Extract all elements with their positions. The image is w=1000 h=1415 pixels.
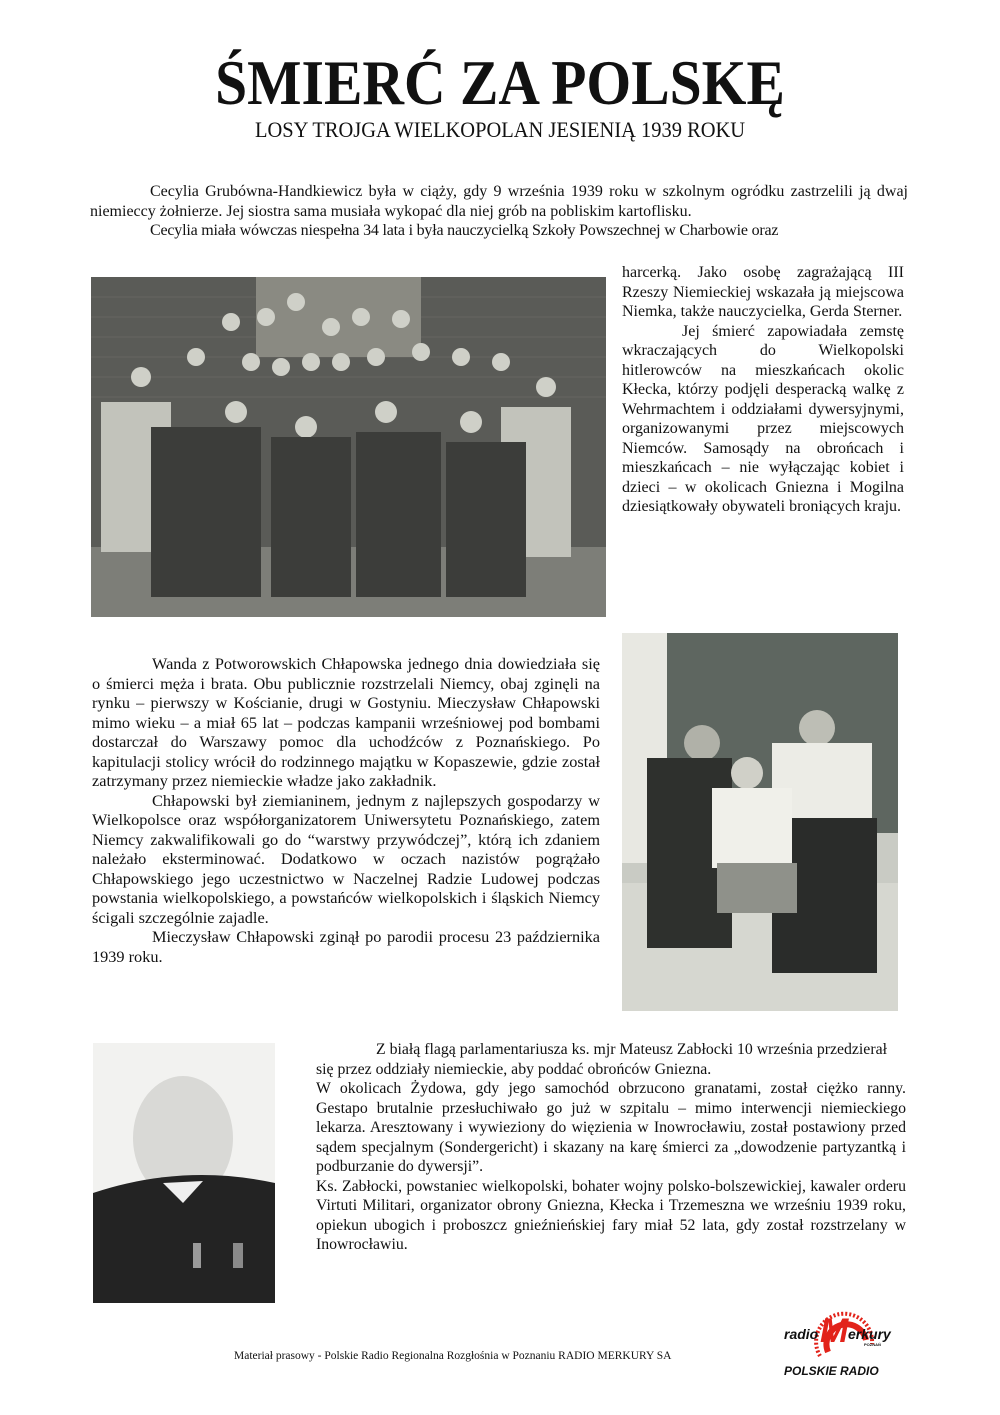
- section2-paragraph-1: Wanda z Potworowskich Chłapowska jednego dnia dowiedziała się o śmierci męża i brata. Obu publicznie rozstrzelali Niemcy, obaj zginęli na rynku – pierwszy w Kościanie, drugi w Gostyniu. Mieczysław Chłapowski mimo wieku – a miał 65 lat – podczas kampanii wrześniowej pod bombami dostarczał do Warszawy pomoc dla uchodźców z Poznańskiego. Po kapitulacji stolicy wrócił do rodzinnego majątku w Kopaszewie, gdzie został zatrzymany przez niemieckie władze jako zakładnik.: [92, 654, 600, 790]
- logo-poznan-text: POZNAŃ: [864, 1342, 881, 1347]
- section1-intro: [90, 182, 908, 241]
- section2-text: [92, 654, 600, 966]
- section1-paragraph-1: Cecylia Grubówna-Handkiewicz była w ciąży, gdy 9 września 1939 roku w szkolnym ogródku zastrzelili ją dwaj niemieccy żołnierze. Jej siostra sama musiała wykopać dla niej grób na pobliskim kartoflisku.: [90, 183, 908, 220]
- page-subtitle: LOSY TROJGA WIELKOPOLAN JESIENIĄ 1939 ROKU: [254, 117, 746, 142]
- section2-paragraph-2: Chłapowski był ziemianinem, jednym z najlepszych gospodarzy w Wielkopolsce oraz współorganizatorem Uniwersytetu Poznańskiego, zatem Niemcy zakwalifikowali go do “warstwy przywódczej”, którą ich zdaniem należało eksterminować. Dodatkowo w oczach nazistów pogrążało Chłapowskiego jego uczestnictwo w Naczelnej Radzie Ludowej podczas powstania wielkopolskiego, a powstańców wielkopolskich i śląskich Niemcy ścigali szczególnie zajadle.: [92, 790, 600, 927]
- footer-credit: Materiał prasowy - Polskie Radio Regionalna Rozgłośnia w Poznaniu RADIO MERKURY SA: [234, 1350, 672, 1362]
- section1-paragraph-2-cont: harcerką. Jako osobę zagrażającą III Rzeszy Niemieckiej wskazała ją miejscowa Niemka, także nauczycielka, Gerda Sterner.: [622, 264, 904, 320]
- section3-text: [316, 1040, 906, 1255]
- section3-paragraph-2: W okolicach Żydowa, gdy jego samochód obrzucono granatami, został ciężko ranny. Gestapo brutalnie przesłuchiwało go już w szpitalu – mimo interwencji niemieckiego lekarza. Aresztowany i wywieziony do więzienia w Inowrocławiu, został postawiony przed sądem specjalnym (Sondergericht) i skazany na karę śmierci za „dowodzenie partyzantką i podburzanie do dywersji”.: [316, 1080, 906, 1175]
- school-group-photo: [91, 277, 606, 617]
- logo-erkury-text: erkury: [848, 1326, 891, 1342]
- section1-paragraph-3: Jej śmierć zapowiadała zemstę wkraczających do Wielkopolski hitlerowców na mieszkańcach okolic Kłecka, którzy podjęli desperacką walkę z Wehrmachtem i oddziałami dywersyjnymi, organizowanymi przez miejscowych Niemców. Samosądy na obrońcach i mieszkańcach – nie wyłączając kobiet i dzieci – w okolicach Gniezna i Mogilna dziesiątkowały obywateli broniących kraju.: [622, 322, 904, 515]
- page-title: ŚMIERĆ ZA POLSKĘ: [215, 47, 785, 118]
- section3-paragraph-3: Ks. Zabłocki, powstaniec wielkopolski, bohater wojny polsko-bolszewickiej, kawaler orderu Virtuti Militari, organizator obrony Gniezna, Kłecka i Trzemeszna we wrześniu 1939 roku, opiekun ubogich i proboszcz gnieźnieńskiej fary miał 52 lata, gdy został rozstrzelany w Inowrocławiu.: [316, 1177, 906, 1253]
- logo-polskie-radio-text: POLSKIE RADIO: [784, 1364, 879, 1378]
- logo-m-letter: M: [820, 1312, 849, 1350]
- priest-portrait: [93, 1043, 275, 1303]
- section2-paragraph-3: Mieczysław Chłapowski zginął po parodii procesu 23 października 1939 roku.: [92, 927, 600, 966]
- section1-paragraph-2-intro: Cecylia miała wówczas niespełna 34 lata i była nauczycielką Szkoły Powszechnej w Charbowie oraz: [150, 222, 779, 239]
- family-photo: [622, 633, 898, 1011]
- section3-paragraph-1: Z białą flagą parlamentariusza ks. mjr Mateusz Zabłocki 10 września przedzierał się przez oddziały niemieckie, aby poddać obrońców Gniezna.: [316, 1041, 887, 1078]
- section1-side-text: [622, 263, 904, 517]
- radio-merkury-logo: [780, 1308, 900, 1380]
- logo-radio-text: radio: [784, 1326, 819, 1342]
